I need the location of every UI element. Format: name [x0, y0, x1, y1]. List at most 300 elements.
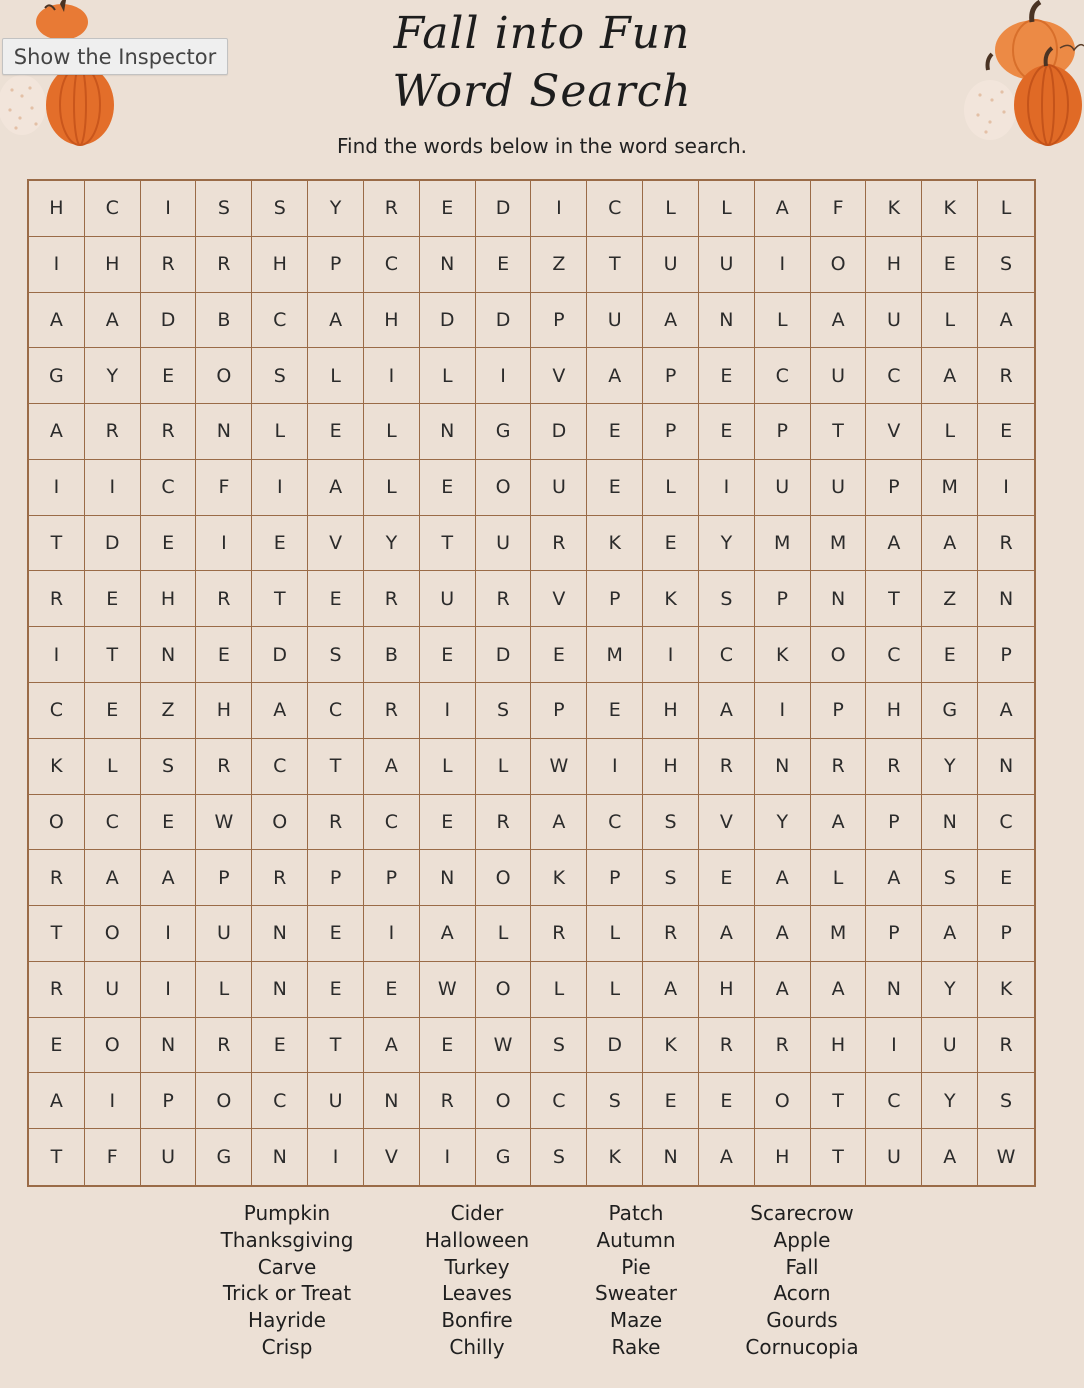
grid-cell[interactable]: R: [141, 237, 197, 293]
grid-cell[interactable]: R: [196, 1018, 252, 1074]
grid-cell[interactable]: N: [252, 962, 308, 1018]
grid-cell[interactable]: C: [587, 795, 643, 851]
grid-cell[interactable]: L: [587, 962, 643, 1018]
grid-cell[interactable]: N: [364, 1073, 420, 1129]
grid-cell[interactable]: R: [476, 795, 532, 851]
grid-cell[interactable]: N: [922, 795, 978, 851]
grid-cell[interactable]: D: [476, 293, 532, 349]
grid-cell[interactable]: I: [978, 460, 1034, 516]
grid-cell[interactable]: P: [308, 237, 364, 293]
grid-cell[interactable]: N: [141, 1018, 197, 1074]
grid-cell[interactable]: L: [587, 906, 643, 962]
grid-cell[interactable]: H: [252, 237, 308, 293]
grid-cell[interactable]: I: [364, 906, 420, 962]
grid-cell[interactable]: T: [29, 1129, 85, 1185]
grid-cell[interactable]: E: [420, 795, 476, 851]
grid-cell[interactable]: N: [420, 237, 476, 293]
grid-cell[interactable]: C: [364, 237, 420, 293]
grid-cell[interactable]: C: [699, 627, 755, 683]
grid-cell[interactable]: C: [866, 627, 922, 683]
grid-cell[interactable]: N: [755, 739, 811, 795]
grid-cell[interactable]: R: [308, 795, 364, 851]
grid-cell[interactable]: E: [141, 795, 197, 851]
grid-cell[interactable]: A: [308, 460, 364, 516]
grid-cell[interactable]: I: [141, 181, 197, 237]
grid-cell[interactable]: S: [252, 181, 308, 237]
grid-cell[interactable]: T: [29, 906, 85, 962]
grid-cell[interactable]: D: [531, 404, 587, 460]
grid-cell[interactable]: D: [476, 181, 532, 237]
grid-cell[interactable]: R: [196, 739, 252, 795]
grid-cell[interactable]: C: [252, 739, 308, 795]
grid-cell[interactable]: S: [476, 683, 532, 739]
grid-cell[interactable]: E: [252, 1018, 308, 1074]
show-inspector-button[interactable]: Show the Inspector: [2, 38, 228, 75]
grid-cell[interactable]: E: [420, 181, 476, 237]
grid-cell[interactable]: M: [811, 516, 867, 572]
grid-cell[interactable]: A: [364, 1018, 420, 1074]
grid-cell[interactable]: H: [811, 1018, 867, 1074]
grid-cell[interactable]: A: [29, 404, 85, 460]
grid-cell[interactable]: L: [699, 181, 755, 237]
grid-cell[interactable]: S: [978, 1073, 1034, 1129]
grid-cell[interactable]: L: [531, 962, 587, 1018]
grid-cell[interactable]: O: [476, 962, 532, 1018]
grid-cell[interactable]: N: [196, 404, 252, 460]
grid-cell[interactable]: F: [811, 181, 867, 237]
grid-cell[interactable]: H: [29, 181, 85, 237]
grid-cell[interactable]: D: [252, 627, 308, 683]
grid-cell[interactable]: O: [811, 627, 867, 683]
grid-cell[interactable]: P: [978, 906, 1034, 962]
grid-cell[interactable]: R: [252, 850, 308, 906]
grid-cell[interactable]: R: [699, 739, 755, 795]
grid-cell[interactable]: E: [531, 627, 587, 683]
grid-cell[interactable]: U: [922, 1018, 978, 1074]
grid-cell[interactable]: E: [420, 627, 476, 683]
grid-cell[interactable]: U: [308, 1073, 364, 1129]
grid-cell[interactable]: D: [85, 516, 141, 572]
grid-cell[interactable]: L: [364, 404, 420, 460]
grid-cell[interactable]: E: [364, 962, 420, 1018]
grid-cell[interactable]: H: [699, 962, 755, 1018]
grid-cell[interactable]: V: [699, 795, 755, 851]
grid-cell[interactable]: I: [364, 348, 420, 404]
grid-cell[interactable]: C: [85, 795, 141, 851]
grid-cell[interactable]: D: [420, 293, 476, 349]
grid-cell[interactable]: Y: [922, 962, 978, 1018]
grid-cell[interactable]: T: [811, 1073, 867, 1129]
grid-cell[interactable]: R: [29, 962, 85, 1018]
grid-cell[interactable]: E: [587, 404, 643, 460]
grid-cell[interactable]: S: [643, 795, 699, 851]
grid-cell[interactable]: R: [476, 571, 532, 627]
grid-cell[interactable]: L: [252, 404, 308, 460]
grid-cell[interactable]: T: [587, 237, 643, 293]
grid-cell[interactable]: P: [196, 850, 252, 906]
grid-cell[interactable]: O: [252, 795, 308, 851]
grid-cell[interactable]: O: [755, 1073, 811, 1129]
grid-cell[interactable]: U: [196, 906, 252, 962]
grid-cell[interactable]: U: [866, 1129, 922, 1185]
grid-cell[interactable]: P: [978, 627, 1034, 683]
grid-cell[interactable]: N: [866, 962, 922, 1018]
grid-cell[interactable]: E: [420, 460, 476, 516]
grid-cell[interactable]: H: [364, 293, 420, 349]
grid-cell[interactable]: A: [85, 293, 141, 349]
grid-cell[interactable]: E: [420, 1018, 476, 1074]
grid-cell[interactable]: O: [85, 1018, 141, 1074]
grid-cell[interactable]: R: [811, 739, 867, 795]
grid-cell[interactable]: H: [196, 683, 252, 739]
grid-cell[interactable]: R: [196, 571, 252, 627]
grid-cell[interactable]: G: [196, 1129, 252, 1185]
grid-cell[interactable]: C: [755, 348, 811, 404]
grid-cell[interactable]: A: [755, 850, 811, 906]
grid-cell[interactable]: A: [141, 850, 197, 906]
grid-cell[interactable]: I: [643, 627, 699, 683]
grid-cell[interactable]: R: [364, 571, 420, 627]
grid-cell[interactable]: E: [643, 516, 699, 572]
grid-cell[interactable]: A: [978, 293, 1034, 349]
grid-cell[interactable]: E: [699, 1073, 755, 1129]
grid-cell[interactable]: L: [922, 293, 978, 349]
grid-cell[interactable]: R: [29, 850, 85, 906]
grid-cell[interactable]: H: [141, 571, 197, 627]
grid-cell[interactable]: T: [811, 1129, 867, 1185]
grid-cell[interactable]: R: [978, 348, 1034, 404]
grid-cell[interactable]: R: [364, 683, 420, 739]
grid-cell[interactable]: C: [252, 293, 308, 349]
grid-cell[interactable]: M: [922, 460, 978, 516]
grid-cell[interactable]: O: [196, 348, 252, 404]
grid-cell[interactable]: G: [29, 348, 85, 404]
grid-cell[interactable]: A: [811, 293, 867, 349]
grid-cell[interactable]: C: [866, 1073, 922, 1129]
grid-cell[interactable]: P: [308, 850, 364, 906]
grid-cell[interactable]: O: [811, 237, 867, 293]
grid-cell[interactable]: E: [196, 627, 252, 683]
grid-cell[interactable]: E: [308, 906, 364, 962]
grid-cell[interactable]: I: [29, 460, 85, 516]
grid-cell[interactable]: S: [141, 739, 197, 795]
grid-cell[interactable]: B: [364, 627, 420, 683]
grid-cell[interactable]: E: [141, 516, 197, 572]
grid-cell[interactable]: K: [978, 962, 1034, 1018]
grid-cell[interactable]: H: [866, 237, 922, 293]
grid-cell[interactable]: P: [866, 460, 922, 516]
grid-cell[interactable]: P: [643, 348, 699, 404]
grid-cell[interactable]: K: [755, 627, 811, 683]
grid-cell[interactable]: P: [866, 795, 922, 851]
grid-cell[interactable]: N: [420, 850, 476, 906]
grid-cell[interactable]: U: [587, 293, 643, 349]
grid-cell[interactable]: V: [531, 571, 587, 627]
grid-cell[interactable]: C: [308, 683, 364, 739]
grid-cell[interactable]: R: [531, 906, 587, 962]
grid-cell[interactable]: E: [699, 404, 755, 460]
grid-cell[interactable]: I: [196, 516, 252, 572]
grid-cell[interactable]: Y: [308, 181, 364, 237]
grid-cell[interactable]: I: [866, 1018, 922, 1074]
grid-cell[interactable]: V: [531, 348, 587, 404]
grid-cell[interactable]: Y: [922, 739, 978, 795]
grid-cell[interactable]: L: [643, 181, 699, 237]
grid-cell[interactable]: A: [866, 850, 922, 906]
grid-cell[interactable]: A: [922, 348, 978, 404]
grid-cell[interactable]: R: [364, 181, 420, 237]
grid-cell[interactable]: C: [978, 795, 1034, 851]
grid-cell[interactable]: L: [364, 460, 420, 516]
grid-cell[interactable]: K: [643, 1018, 699, 1074]
grid-cell[interactable]: A: [85, 850, 141, 906]
grid-cell[interactable]: O: [476, 1073, 532, 1129]
grid-cell[interactable]: A: [922, 1129, 978, 1185]
grid-cell[interactable]: Z: [531, 237, 587, 293]
grid-cell[interactable]: E: [699, 348, 755, 404]
grid-cell[interactable]: I: [531, 181, 587, 237]
grid-cell[interactable]: P: [643, 404, 699, 460]
grid-cell[interactable]: A: [922, 516, 978, 572]
grid-cell[interactable]: P: [587, 850, 643, 906]
grid-cell[interactable]: R: [85, 404, 141, 460]
grid-cell[interactable]: H: [866, 683, 922, 739]
grid-cell[interactable]: M: [811, 906, 867, 962]
grid-cell[interactable]: U: [643, 237, 699, 293]
grid-cell[interactable]: R: [755, 1018, 811, 1074]
grid-cell[interactable]: O: [29, 795, 85, 851]
grid-cell[interactable]: A: [643, 293, 699, 349]
grid-cell[interactable]: B: [196, 293, 252, 349]
grid-cell[interactable]: C: [531, 1073, 587, 1129]
grid-cell[interactable]: I: [29, 237, 85, 293]
grid-cell[interactable]: A: [811, 795, 867, 851]
grid-cell[interactable]: F: [85, 1129, 141, 1185]
grid-cell[interactable]: G: [476, 404, 532, 460]
grid-cell[interactable]: R: [196, 237, 252, 293]
grid-cell[interactable]: P: [141, 1073, 197, 1129]
grid-cell[interactable]: F: [196, 460, 252, 516]
grid-cell[interactable]: E: [308, 962, 364, 1018]
grid-cell[interactable]: W: [996, 1146, 1016, 1169]
grid-cell[interactable]: I: [476, 348, 532, 404]
grid-cell[interactable]: N: [420, 404, 476, 460]
grid-cell[interactable]: K: [587, 516, 643, 572]
grid-cell[interactable]: L: [476, 739, 532, 795]
grid-cell[interactable]: A: [643, 962, 699, 1018]
grid-cell[interactable]: E: [922, 627, 978, 683]
grid-cell[interactable]: Y: [922, 1073, 978, 1129]
grid-cell[interactable]: C: [252, 1073, 308, 1129]
grid-cell[interactable]: T: [29, 516, 85, 572]
grid-cell[interactable]: S: [531, 1018, 587, 1074]
grid-cell[interactable]: R: [699, 1018, 755, 1074]
grid-cell[interactable]: C: [364, 795, 420, 851]
grid-cell[interactable]: A: [755, 906, 811, 962]
grid-cell[interactable]: K: [866, 181, 922, 237]
grid-cell[interactable]: E: [85, 683, 141, 739]
grid-cell[interactable]: I: [141, 962, 197, 1018]
grid-cell[interactable]: U: [866, 293, 922, 349]
grid-cell[interactable]: E: [587, 460, 643, 516]
grid-cell[interactable]: W: [476, 1018, 532, 1074]
grid-cell[interactable]: S: [587, 1073, 643, 1129]
grid-cell[interactable]: E: [922, 237, 978, 293]
grid-cell[interactable]: K: [643, 571, 699, 627]
grid-cell[interactable]: T: [420, 516, 476, 572]
grid-cell[interactable]: C: [866, 348, 922, 404]
grid-cell[interactable]: V: [308, 516, 364, 572]
grid-cell[interactable]: U: [476, 516, 532, 572]
grid-cell[interactable]: G: [922, 683, 978, 739]
grid-cell[interactable]: I: [587, 739, 643, 795]
grid-cell[interactable]: D: [587, 1018, 643, 1074]
grid-cell[interactable]: R: [978, 516, 1034, 572]
grid-cell[interactable]: E: [978, 404, 1034, 460]
grid-cell[interactable]: A: [978, 683, 1034, 739]
grid-cell[interactable]: W: [531, 739, 587, 795]
grid-cell[interactable]: N: [252, 906, 308, 962]
grid-cell[interactable]: S: [643, 850, 699, 906]
grid-cell[interactable]: Y: [699, 516, 755, 572]
grid-cell[interactable]: P: [866, 906, 922, 962]
grid-cell[interactable]: N: [252, 1129, 308, 1185]
grid-cell[interactable]: I: [420, 1129, 476, 1185]
grid-cell[interactable]: U: [420, 571, 476, 627]
grid-cell[interactable]: A: [364, 739, 420, 795]
grid-cell[interactable]: Y: [364, 516, 420, 572]
grid-cell[interactable]: U: [85, 962, 141, 1018]
grid-cell[interactable]: A: [866, 516, 922, 572]
grid-cell[interactable]: A: [587, 348, 643, 404]
grid-cell[interactable]: P: [531, 293, 587, 349]
grid-cell[interactable]: I: [755, 683, 811, 739]
grid-cell[interactable]: H: [643, 683, 699, 739]
grid-cell[interactable]: E: [141, 348, 197, 404]
grid-cell[interactable]: T: [866, 571, 922, 627]
grid-cell[interactable]: P: [531, 683, 587, 739]
grid-cell[interactable]: Y: [85, 348, 141, 404]
grid-cell[interactable]: E: [978, 850, 1034, 906]
grid-cell[interactable]: N: [699, 293, 755, 349]
grid-cell[interactable]: C: [587, 181, 643, 237]
grid-cell[interactable]: E: [643, 1073, 699, 1129]
grid-cell[interactable]: P: [755, 571, 811, 627]
grid-cell[interactable]: T: [308, 1018, 364, 1074]
grid-cell[interactable]: L: [755, 293, 811, 349]
grid-cell[interactable]: E: [308, 571, 364, 627]
grid-cell[interactable]: A: [531, 795, 587, 851]
grid-cell[interactable]: E: [308, 404, 364, 460]
grid-cell[interactable]: Y: [755, 795, 811, 851]
grid-cell[interactable]: C: [85, 181, 141, 237]
grid-cell[interactable]: T: [85, 627, 141, 683]
grid-cell[interactable]: L: [420, 739, 476, 795]
grid-cell[interactable]: L: [811, 850, 867, 906]
grid-cell[interactable]: S: [308, 627, 364, 683]
grid-cell[interactable]: O: [476, 850, 532, 906]
grid-cell[interactable]: O: [196, 1073, 252, 1129]
grid-cell[interactable]: D: [141, 293, 197, 349]
grid-cell[interactable]: D: [476, 627, 532, 683]
grid-cell[interactable]: H: [755, 1129, 811, 1185]
grid-cell[interactable]: R: [866, 739, 922, 795]
grid-cell[interactable]: I: [755, 237, 811, 293]
grid-cell[interactable]: T: [252, 571, 308, 627]
grid-cell[interactable]: I: [420, 683, 476, 739]
grid-cell[interactable]: E: [476, 237, 532, 293]
grid-cell[interactable]: U: [699, 237, 755, 293]
grid-cell[interactable]: P: [755, 404, 811, 460]
grid-cell[interactable]: K: [531, 850, 587, 906]
grid-cell[interactable]: E: [85, 571, 141, 627]
grid-cell[interactable]: N: [978, 571, 1034, 627]
grid-cell[interactable]: N: [643, 1129, 699, 1185]
grid-cell[interactable]: V: [866, 404, 922, 460]
grid-cell[interactable]: S: [922, 850, 978, 906]
grid-cell[interactable]: O: [476, 460, 532, 516]
grid-cell[interactable]: W: [420, 962, 476, 1018]
grid-cell[interactable]: P: [587, 571, 643, 627]
grid-cell[interactable]: U: [811, 460, 867, 516]
grid-cell[interactable]: P: [811, 683, 867, 739]
grid-cell[interactable]: N: [811, 571, 867, 627]
grid-cell[interactable]: T: [308, 739, 364, 795]
grid-cell[interactable]: M: [587, 627, 643, 683]
grid-cell[interactable]: A: [308, 293, 364, 349]
grid-cell[interactable]: C: [29, 683, 85, 739]
grid-cell[interactable]: L: [420, 348, 476, 404]
grid-cell[interactable]: L: [85, 739, 141, 795]
grid-cell[interactable]: E: [699, 850, 755, 906]
grid-cell[interactable]: W: [196, 795, 252, 851]
grid-cell[interactable]: A: [29, 1073, 85, 1129]
grid-cell[interactable]: Z: [141, 683, 197, 739]
grid-cell[interactable]: U: [531, 460, 587, 516]
grid-cell[interactable]: V: [364, 1129, 420, 1185]
grid-cell[interactable]: G: [476, 1129, 532, 1185]
grid-cell[interactable]: L: [476, 906, 532, 962]
grid-cell[interactable]: L: [643, 460, 699, 516]
grid-cell[interactable]: P: [364, 850, 420, 906]
grid-cell[interactable]: S: [531, 1129, 587, 1185]
grid-cell[interactable]: R: [29, 571, 85, 627]
grid-cell[interactable]: U: [141, 1129, 197, 1185]
grid-cell[interactable]: C: [141, 460, 197, 516]
grid-cell[interactable]: Z: [922, 571, 978, 627]
grid-cell[interactable]: S: [699, 571, 755, 627]
grid-cell[interactable]: I: [29, 627, 85, 683]
grid-cell[interactable]: I: [252, 460, 308, 516]
grid-cell[interactable]: U: [755, 460, 811, 516]
grid-cell[interactable]: K: [587, 1129, 643, 1185]
grid-cell[interactable]: A: [420, 906, 476, 962]
grid-cell[interactable]: R: [978, 1018, 1034, 1074]
grid-cell[interactable]: S: [196, 181, 252, 237]
grid-cell[interactable]: A: [755, 181, 811, 237]
grid-cell[interactable]: I: [85, 1073, 141, 1129]
grid-cell[interactable]: K: [29, 739, 85, 795]
grid-cell[interactable]: L: [978, 181, 1034, 237]
grid-cell[interactable]: M: [755, 516, 811, 572]
grid-cell[interactable]: A: [699, 1129, 755, 1185]
grid-cell[interactable]: L: [196, 962, 252, 1018]
grid-cell[interactable]: A: [755, 962, 811, 1018]
grid-cell[interactable]: A: [252, 683, 308, 739]
grid-cell[interactable]: A: [699, 906, 755, 962]
grid-cell[interactable]: H: [85, 237, 141, 293]
grid-cell[interactable]: I: [141, 906, 197, 962]
